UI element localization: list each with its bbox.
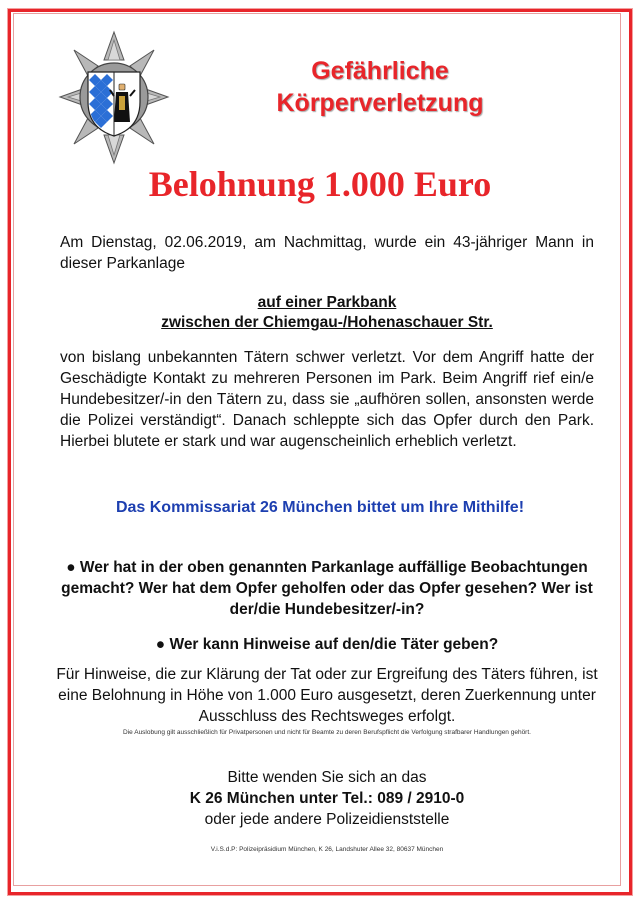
contact-line-1: Bitte wenden Sie sich an das [227, 769, 427, 786]
appeal-heading: Das Kommissariat 26 München bittet um Ihre Mithilfe! [115, 499, 525, 516]
incident-location [60, 293, 594, 333]
headline-line-2: Körperverletzung [276, 89, 484, 117]
intro-paragraph: Am Dienstag, 02.06.2019, am Nachmittag, wurde ein 43-jähriger Mann in dieser Parkanlage [60, 234, 594, 272]
location-line-1: auf einer Parkbank [257, 294, 397, 311]
police-star-badge-icon [58, 30, 170, 165]
reward-title: Belohnung 1.000 Euro [148, 164, 492, 204]
location-line-2: zwischen der Chiemgau-/Hohenaschauer Str. [161, 314, 493, 331]
contact-line-3: oder jede andere Polizeidienststelle [204, 811, 450, 828]
question-1: ● Wer hat in der oben genannten Parkanlage auffällige Beobachtungen gemacht? Wer hat dem Opfer geholfen oder das Opfer gesehen? Wer ist der/die Hundebesitzer/-in? [61, 559, 593, 618]
headline [180, 55, 580, 119]
contact-phone: K 26 München unter Tel.: 089 / 2910-0 [189, 790, 465, 807]
question-2: ● Wer kann Hinweise auf den/die Täter geben? [155, 636, 499, 653]
headline-line-1: Gefährliche [311, 57, 449, 85]
description-paragraph: von bislang unbekannten Tätern schwer verletzt. Vor dem Angriff hatte der Geschädigte Kontakt zu mehreren Personen im Park. Beim Angriff rief ein/e Hundebesitzer/-in den Tätern zu, dass sie „aufhören sollen, ansonsten werde die Polizei verständigt“. Danach schleppte sich das Opfer durch den Park. Hierbei blutete er stark und war augenscheinlich erheblich verletzt. [60, 349, 594, 450]
reward-conditions: Für Hinweise, die zur Klärung der Tat oder zur Ergreifung des Täters führen, ist eine Belohnung in Höhe von 1.000 Euro ausgesetzt, deren Zuerkennung unter Ausschluss des Rechtsweges erfolgt. [56, 666, 598, 725]
contact-block [40, 767, 614, 830]
footer-imprint: V.i.S.d.P: Polizeipräsidium München, K 26, Landshuter Allee 32, 80637 München [210, 846, 444, 853]
fine-print: Die Auslobung gilt ausschließlich für Privatpersonen und nicht für Beamte zu deren Berufspflicht die Verfolgung strafbarer Handlungen gehört. [123, 729, 531, 736]
